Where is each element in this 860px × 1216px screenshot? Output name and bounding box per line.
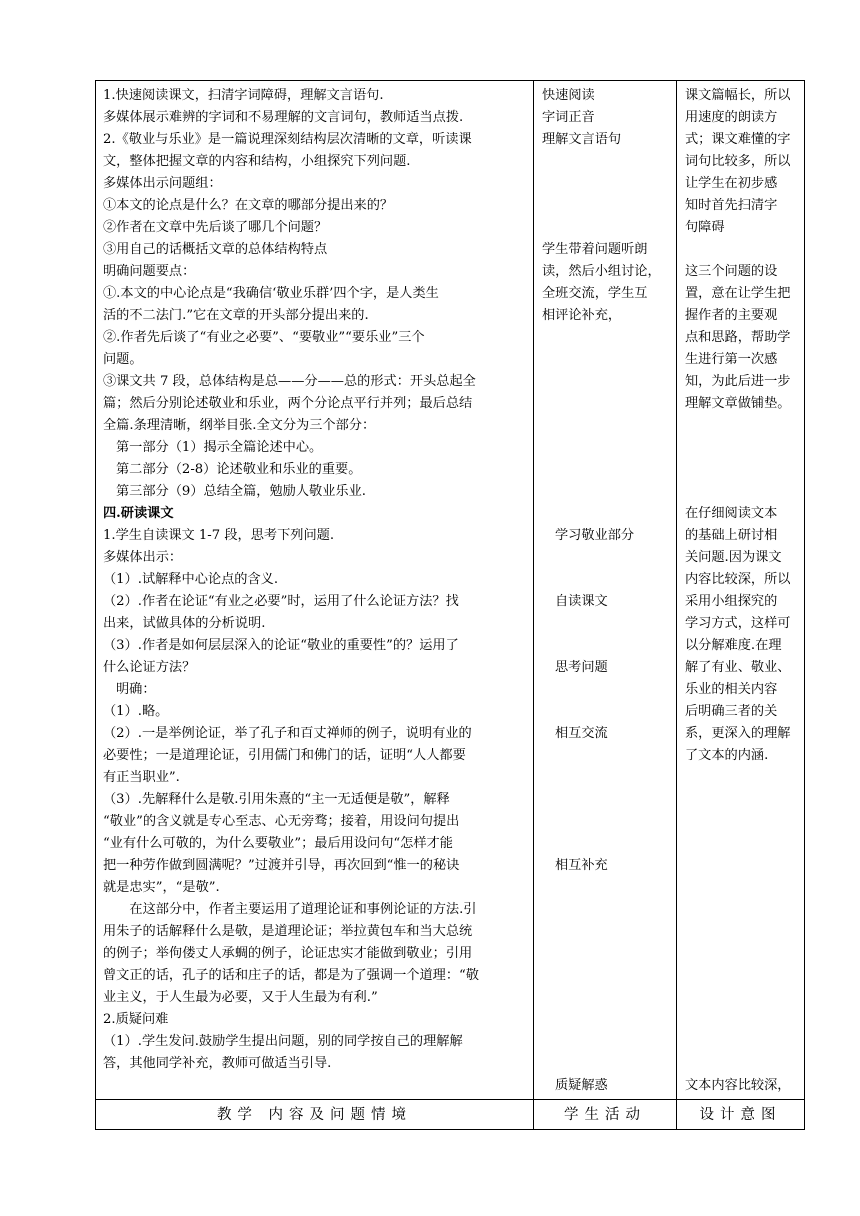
intent-line: 用速度的朗读方 (685, 110, 778, 125)
content-line: ②作者在文章中先后谈了哪几个问题？ (103, 220, 328, 235)
content-line: 明确问题要点： (103, 264, 196, 279)
activity-line (542, 745, 672, 767)
intent-line (685, 1053, 797, 1075)
activity-line (542, 877, 672, 899)
activity-line: 学生带着问题听朗 (542, 242, 648, 257)
intent-line (685, 899, 797, 921)
intent-line (685, 987, 797, 1009)
content-line: （1）.学生发问.鼓励学生提出问题，别的同学按自己的理解解 (103, 1034, 463, 1049)
activity-line (542, 635, 672, 657)
intent-line: 学习方式，这样可 (685, 616, 791, 631)
activity-line (542, 217, 672, 239)
intent-line: 词句比较多，所以 (685, 154, 791, 169)
intent-line: 这三个问题的设 (685, 264, 778, 279)
intent-line: 后明确三者的关 (685, 704, 778, 719)
content-line: 明确： (116, 682, 156, 697)
content-line: 什么论证方法？ (103, 660, 196, 675)
activity-line (542, 1053, 672, 1075)
intent-line (685, 1031, 797, 1053)
column-divider (676, 81, 677, 1129)
activity-line (542, 327, 672, 349)
intent-line: 知时首先扫清字 (685, 198, 778, 213)
activity-line (542, 173, 672, 195)
activity-line (542, 151, 672, 173)
content-line: （3）.作者是如何层层深入的论证“敬业的重要性”的？运用了 (103, 638, 459, 653)
section-heading: 四.研读课文 (103, 506, 174, 521)
activity-line: 快速阅读 (542, 88, 595, 103)
activity-line (542, 1031, 672, 1053)
intent-line: 采用小组探究的 (685, 594, 778, 609)
activity-line (542, 613, 672, 635)
content-line: 出来，试做具体的分析说明. (103, 616, 266, 631)
activity-line: 学习敬业部分 (555, 528, 635, 543)
content-line: 把一种劳作做到圆满呢？”过渡并引导，再次回到“惟一的秘诀 (103, 858, 460, 873)
intent-line: 置，意在让学生把 (685, 286, 791, 301)
activity-line (542, 987, 672, 1009)
content-line: “敬业”的含义就是专心至志、心无旁骛；接着，用设问句提出 (103, 814, 460, 829)
intent-line (685, 811, 797, 833)
activity-line (542, 679, 672, 701)
content-line: 问题。 (103, 352, 143, 367)
content-line: 业主义，于人生最为必要，又于人生最为有利.” (103, 990, 378, 1005)
content-line: 2.质疑问难 (103, 1012, 169, 1027)
content-line: （2）.一是举例论证，举了孔子和百丈禅师的例子，说明有业的 (103, 726, 472, 741)
activity-line (542, 921, 672, 943)
content-line: 的例子；举佝偻丈人承蜩的例子，论证忠实才能做到敬业；引用 (103, 946, 473, 961)
activity-line (542, 195, 672, 217)
activity-line: 相评论补充， (542, 308, 622, 323)
activity-line (542, 899, 672, 921)
intent-line: 了文本的内涵. (685, 748, 769, 763)
activity-line (542, 371, 672, 393)
content-line: 有正当职业”. (103, 770, 180, 785)
intent-line (685, 415, 797, 437)
design-intent-column (685, 85, 797, 1097)
activity-line (542, 767, 672, 789)
activity-line: 思考问题 (555, 660, 608, 675)
content-line: 第三部分（9）总结全篇，勉励人敬业乐业. (116, 484, 366, 499)
activity-line (542, 547, 672, 569)
content-line: 篇；然后分别论述敬业和乐业，两个分论点平行并列；最后总结 (103, 396, 473, 411)
activity-line (542, 349, 672, 371)
intent-line (685, 239, 797, 261)
intent-line (685, 481, 797, 503)
content-line: 答，其他同学补充，教师可做适当引导. (103, 1056, 332, 1071)
content-line: 多媒体出示： (103, 550, 183, 565)
activity-line (542, 437, 672, 459)
activity-line (542, 503, 672, 525)
intent-line: 握作者的主要观 (685, 308, 778, 323)
content-line: 曾文正的话，孔子的话和庄子的话，都是为了强调一个道理：“敬 (103, 968, 479, 983)
activity-line: 字词正音 (542, 110, 595, 125)
content-line: （1）.略。 (103, 704, 169, 719)
content-line: 第一部分（1）揭示全篇论述中心。 (116, 440, 323, 455)
activity-line (542, 833, 672, 855)
intent-line: 在仔细阅读文本 (685, 506, 778, 521)
content-line: ②.作者先后谈了“有业之必要”、“要敬业”“要乐业”三个 (103, 330, 425, 345)
intent-line (685, 833, 797, 855)
content-line: （1）.试解释中心论点的含义. (103, 572, 279, 587)
intent-line (685, 877, 797, 899)
intent-line: 课文篇幅长，所以 (685, 88, 791, 103)
content-line: 活的不二法门.”它在文章的开头部分提出来的. (103, 308, 369, 323)
content-line: 就是忠实”，“是敬”. (103, 880, 220, 895)
content-line: 1.学生自读课文 1-7 段，思考下列问题. (103, 528, 335, 543)
activity-line (542, 393, 672, 415)
intent-header: 设计意图 (699, 1107, 782, 1123)
intent-line (685, 459, 797, 481)
intent-line: 点和思路，帮助学 (685, 330, 791, 345)
content-header: 教学 内容及问题情境 (216, 1107, 413, 1123)
content-line: 在这部分中，作者主要运用了道理论证和事例论证的方法.引 (129, 902, 477, 917)
activity-line (542, 943, 672, 965)
activity-line: 全班交流，学生互 (542, 286, 648, 301)
activity-line (542, 481, 672, 503)
intent-line: 知，为此后进一步 (685, 374, 791, 389)
intent-line: 系，更深入的理解 (685, 726, 791, 741)
activity-line (542, 569, 672, 591)
content-line: 文，整体把握文章的内容和结构，小组探究下列问题. (103, 154, 411, 169)
activity-line (542, 1009, 672, 1031)
student-activity-column (542, 85, 672, 1097)
lesson-plan-table (95, 80, 805, 1130)
activity-line (542, 701, 672, 723)
intent-line: 乐业的相关内容 (685, 682, 778, 697)
content-line: ③课文共 7 段，总体结构是总——分——总的形式：开头总起全 (103, 374, 476, 389)
activity-header: 学生活动 (564, 1107, 646, 1123)
intent-line: 生进行第一次感 (685, 352, 778, 367)
intent-line (685, 1009, 797, 1031)
intent-line: 理解文章做铺垫。 (685, 396, 791, 411)
intent-line: 以分解难度.在理 (685, 638, 782, 653)
intent-line: 关问题.因为课文 (685, 550, 782, 565)
content-line: ①本文的论点是什么？在文章的哪部分提出来的？ (103, 198, 394, 213)
activity-line (542, 459, 672, 481)
content-line: 1.快速阅读课文，扫清字词障碍，理解文言语句. (103, 88, 384, 103)
intent-line: 文本内容比较深， (685, 1078, 791, 1093)
intent-line: 式；课文难懂的字 (685, 132, 791, 147)
intent-line: 解了有业、敬业、 (685, 660, 791, 675)
activity-line (542, 789, 672, 811)
content-line: ③用自己的话概括文章的总体结构特点 (103, 242, 328, 257)
intent-line: 内容比较深，所以 (685, 572, 791, 587)
content-line: 2.《敬业与乐业》是一篇说理深刻结构层次清晰的文章，听读课 (103, 132, 472, 147)
intent-line: 的基础上研讨相 (685, 528, 778, 543)
content-line: （2）.作者在论证“有业之必要”时，运用了什么论证方法？找 (103, 594, 459, 609)
content-line: （3）.先解释什么是敬.引用朱熹的“主一无适便是敬”，解释 (103, 792, 450, 807)
content-line: 用朱子的话解释什么是敬，是道理论证；举拉黄包车和当大总统 (103, 924, 473, 939)
content-line: “业有什么可敬的，为什么要敬业”；最后用设问句“怎样才能 (103, 836, 453, 851)
content-line: 多媒体展示难辨的字词和不易理解的文言词句，教师适当点拨. (103, 110, 464, 125)
column-divider (533, 81, 534, 1129)
activity-line (542, 811, 672, 833)
intent-line (685, 965, 797, 987)
content-line: 多媒体出示问题组： (103, 176, 222, 191)
content-line: 第二部分（2-8）论述敬业和乐业的重要。 (116, 462, 362, 477)
activity-line: 相互补充 (555, 858, 608, 873)
intent-line (685, 767, 797, 789)
activity-line (542, 965, 672, 987)
activity-line: 读，然后小组讨论， (542, 264, 661, 279)
intent-line (685, 789, 797, 811)
intent-line: 句障碍 (685, 220, 725, 235)
intent-line (685, 921, 797, 943)
content-line: 全篇.条理清晰，纲举目张.全文分为三个部分： (103, 418, 376, 433)
activity-line (542, 415, 672, 437)
teaching-content-column (103, 85, 531, 1075)
intent-line (685, 855, 797, 877)
activity-line: 质疑解惑 (555, 1078, 608, 1093)
intent-line (685, 437, 797, 459)
activity-line: 自读课文 (555, 594, 608, 609)
intent-line (685, 943, 797, 965)
intent-line: 让学生在初步感 (685, 176, 778, 191)
content-line: 必要性；一是道理论证，引用儒门和佛门的话，证明“人人都要 (103, 748, 466, 763)
activity-line: 理解文言语句 (542, 132, 622, 147)
content-line: ①.本文的中心论点是“我确信‘敬业乐群’四个字，是人类生 (103, 286, 439, 301)
activity-line: 相互交流 (555, 726, 608, 741)
